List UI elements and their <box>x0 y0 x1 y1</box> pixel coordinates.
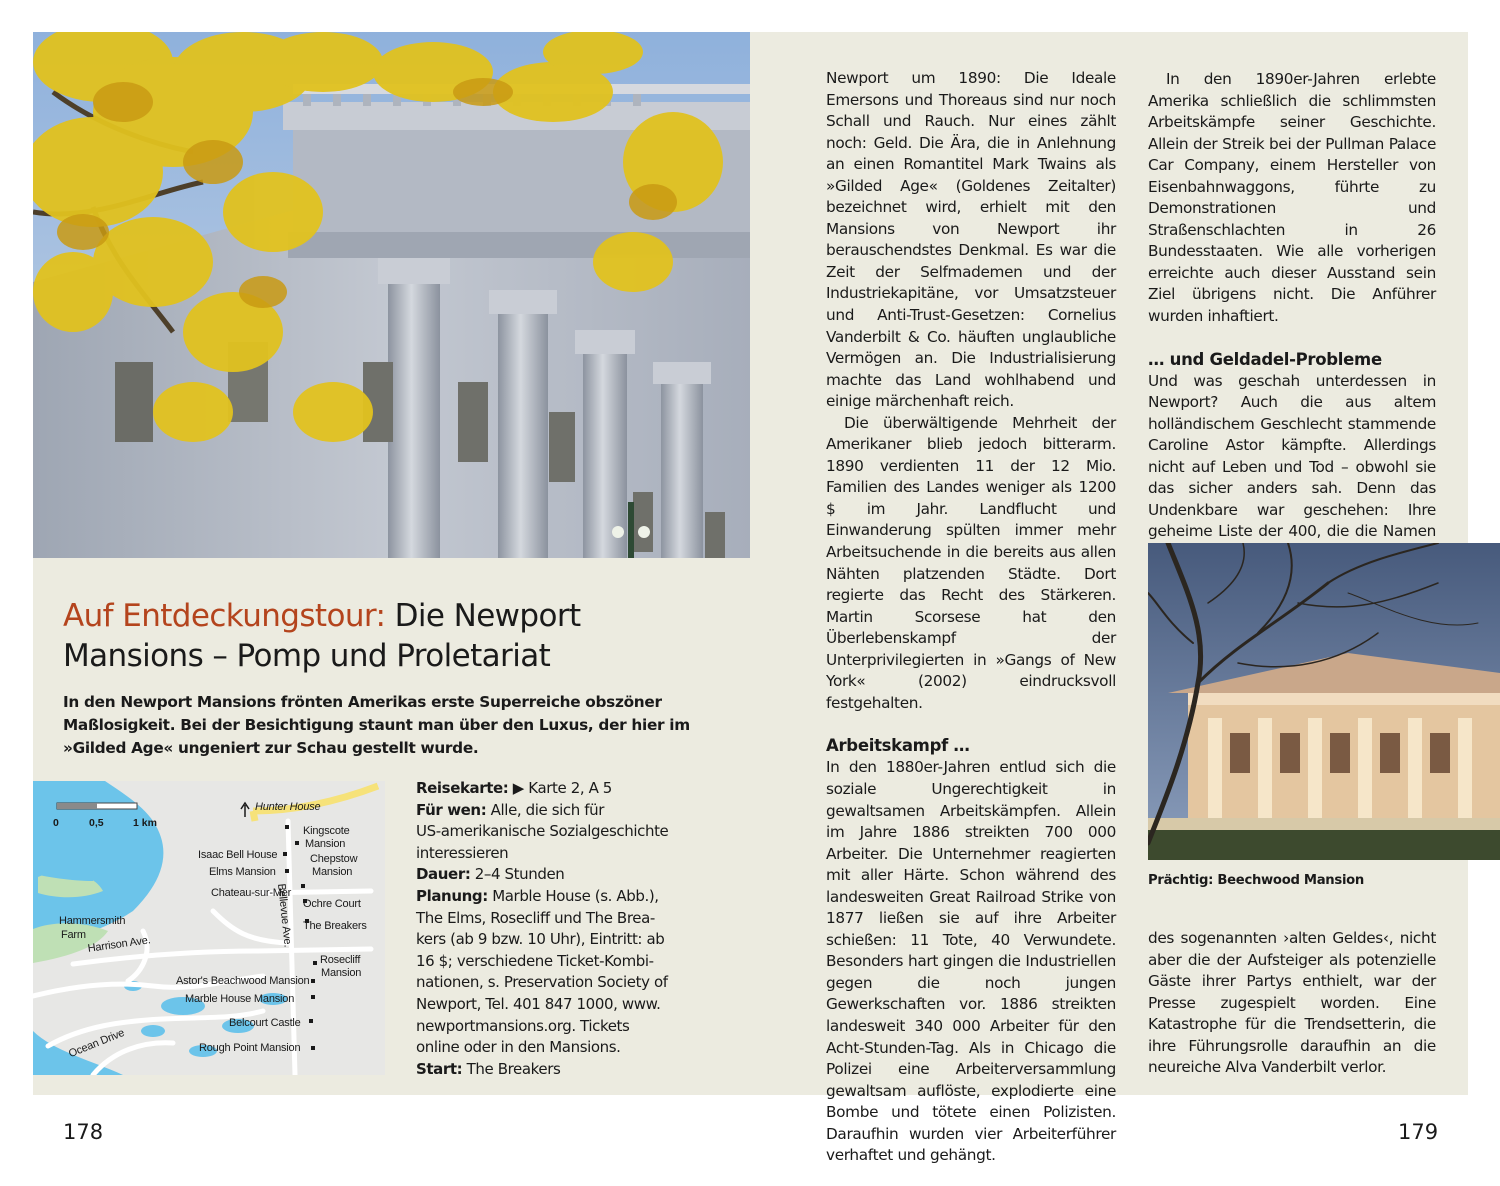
info-planung-line: The Elms, Rosecliff und The Brea- <box>416 908 655 927</box>
info-reisekarte: Reisekarte: ▶ Karte 2, A 5 <box>416 779 612 797</box>
map-label-hammersmith-2: Farm <box>61 929 86 941</box>
title-accent: Auf Entdeckungstour: <box>63 598 386 634</box>
info-fuer-wen: Für wen: Alle, die sich für <box>416 800 604 819</box>
map-label-kingscote-2: Mansion <box>305 838 346 850</box>
map-scale-0: 0 <box>53 817 59 829</box>
paragraph: In den 1880er-Jahren entlud sich die soziale Ungerechtigkeit in gewaltsamen Arbeitskämpfen. Allein im Jahre 1886 streikten 700 000 Arbeiter. Die Unternehmer reagierten mit aller Härte. Schon während des landesweiten Great Railroad Strike von 1877 ließen sie auf ihre Arbeiter schießen: 11 Tote, 40 Verwundete. Besonders hart gingen die Industriellen gegen die noch jungen Gewerkschaften vor. 1886 streikten landesweit 340 000 Arbeiter für den Acht-Stunden-Tag. Als in Chicago die Polizei eine Arbeiterversammlung gewaltsam auflöste, explodierte eine Bombe und tötete einen Polizisten. Daraufhin wurden vier Arbeiterführer verhaftet und gehängt. <box>826 758 1116 1165</box>
info-planung-line: Newport, Tel. 401 847 1000, www. <box>416 994 661 1013</box>
info-planung: Planung: Marble House (s. Abb.), <box>416 886 659 905</box>
text-column-right <box>1148 69 1436 564</box>
map-label-belcourt: Belcourt Castle <box>229 1017 301 1029</box>
text-column-right-lower <box>1148 928 1436 1079</box>
info-planung-line: kers (ab 9 bzw. 10 Uhr), Eintritt: ab <box>416 930 665 949</box>
lead-paragraph: In den Newport Mansions frönten Amerikas erste Superreiche obszöner Maßlosigkeit. Bei der Besichtigung staunt man über den Luxus, der hier im »Gilded Age« ungeniert zur Schau gestellt wurde. <box>63 693 690 757</box>
map-label-harrison: Harrison Ave. <box>87 934 152 955</box>
map-label-hunter-house: Hunter House <box>255 801 321 813</box>
page-number-right: 179 <box>1398 1120 1439 1144</box>
paragraph: des sogenannten ›alten Geldes‹, nicht aber die der Aufsteiger als potenzielle Gäste ihrer Partys enthielt, war der Presse zugespielt worden. Eine Katastrophe für die Trendsetterin, die ihre Führungsrolle daraufhin an die neureiche Alva Vanderbilt verlor. <box>1148 929 1436 1077</box>
map-label-marble-house: Marble House Mansion <box>185 993 295 1005</box>
info-planung-line: 16 $; verschiedene Ticket-Kombi- <box>416 951 654 970</box>
text-column-middle <box>826 68 1116 1167</box>
page-title <box>63 596 703 676</box>
map-label-astors-beachwood: Astor's Beachwood Mansion <box>176 975 310 987</box>
info-planung-line: nationen, s. Preservation Society of <box>416 973 668 992</box>
info-planung-line: online oder in den Mansions. <box>416 1038 621 1057</box>
section-heading-arbeitskampf: Arbeitskampf … <box>826 736 970 756</box>
paragraph: In den 1890er-Jahren erlebte Amerika schließlich die schlimmsten Arbeitskämpfe seiner Geschichte. Allein der Streik bei der Pullman Palace Car Company, einem Hersteller von Eisenbahnwaggons, führte zu Demonstrationen und Straßenschlachten in 26 Bundesstaaten. Wie alle vorherigen erreichte auch dieser Ausstand sein Ziel übrigens nicht. Die Anführer wurden inhaftiert. <box>1148 70 1436 326</box>
map-label-isaac-bell: Isaac Bell House <box>198 849 278 861</box>
map-label-chateau: Chateau-sur-Mer <box>211 887 292 899</box>
info-start: Start: The Breakers <box>416 1059 561 1078</box>
map-label-kingscote: Kingscote <box>303 825 350 837</box>
page-number-left: 178 <box>63 1120 104 1144</box>
paragraph: Und was geschah unterdessen in Newport? Auch die aus altem holländischem Geschlecht stammende Caroline Astor kämpfte. Allerdings nicht auf Leben und Tod – obwohl sie das sicher anders sah. Denn das Undenkbare war geschehen: Ihre geheime Liste der 400, die die Namen <box>1148 371 1436 541</box>
map-label-ochre: Ochre Court <box>303 898 361 910</box>
newport-map <box>33 781 385 1075</box>
map-label-bellevue: Bellevue Ave. <box>275 883 294 948</box>
map-label-ocean-drive: Ocean Drive <box>67 1026 127 1061</box>
map-scale-1km: 1 km <box>133 817 157 829</box>
tour-info-box <box>416 778 678 1080</box>
beechwood-mansion-photo <box>1148 543 1500 860</box>
map-label-chepstow-2: Mansion <box>312 866 353 878</box>
info-fuer-wen-line2: US-amerikanische Sozialgeschichte <box>416 822 669 841</box>
photo-caption: Prächtig: Beechwood Mansion <box>1148 873 1365 888</box>
map-label-breakers: The Breakers <box>303 920 367 932</box>
info-planung-line: newportmansions.org. Tickets <box>416 1016 630 1035</box>
map-label-rosecliff: Rosecliff <box>320 954 361 966</box>
paragraph: Die überwältigende Mehrheit der Amerikaner blieb jedoch bitterarm. 1890 verdienten 11 der 12 Mio. Familien des Landes weniger als 1200 $ im Jahr. Landflucht und Einwanderung spülten immer mehr Arbeitsuchende in die bereits aus allen Nähten platzenden Städte. Dort regierte das Recht des Stärkeren. Martin Scorsese hat den Überlebenskampf der Unterprivilegierten in »Gangs of New York« (2002) eindrucksvoll festgehalten. <box>826 413 1116 712</box>
marble-house-photo <box>33 32 750 558</box>
title-line1: Die Newport <box>385 598 581 634</box>
title-line2: Mansions – Pomp und Proletariat <box>63 638 551 674</box>
map-label-hammersmith: Hammersmith <box>59 915 126 927</box>
section-heading-geldadel: … und Geldadel-Probleme <box>1148 349 1382 369</box>
map-label-rosecliff-2: Mansion <box>321 967 362 979</box>
paragraph: Newport um 1890: Die Ideale Emersons und Thoreaus sind nur noch Schall und Rauch. Nur eines zählt noch: Geld. Die Ära, die in Anlehnung an einen Romantitel Mark Twains als »Gilded Age« (Goldenes Zeitalter) bezeichnet wird, erhielt mit den Mansions von Newport ihr berauschendstes Denkmal. Es war die Zeit der Selfmademen und der Industriekapitäne, vor Umsatzsteuer und Anti-Trust-Gesetzen: Cornelius Vanderbilt & Co. häuften unglaubliche Vermögen an. Die Industrialisierung machte das Land wohlhabend und einige märchenhaft reich. <box>826 69 1116 411</box>
info-dauer: Dauer: 2–4 Stunden <box>416 865 565 884</box>
info-fuer-wen-line3: interessieren <box>416 843 509 862</box>
map-label-rough-point: Rough Point Mansion <box>199 1042 301 1054</box>
map-label-chepstow: Chepstow <box>310 853 358 865</box>
map-label-elms: Elms Mansion <box>209 866 276 878</box>
map-scale-05: 0,5 <box>89 817 104 829</box>
